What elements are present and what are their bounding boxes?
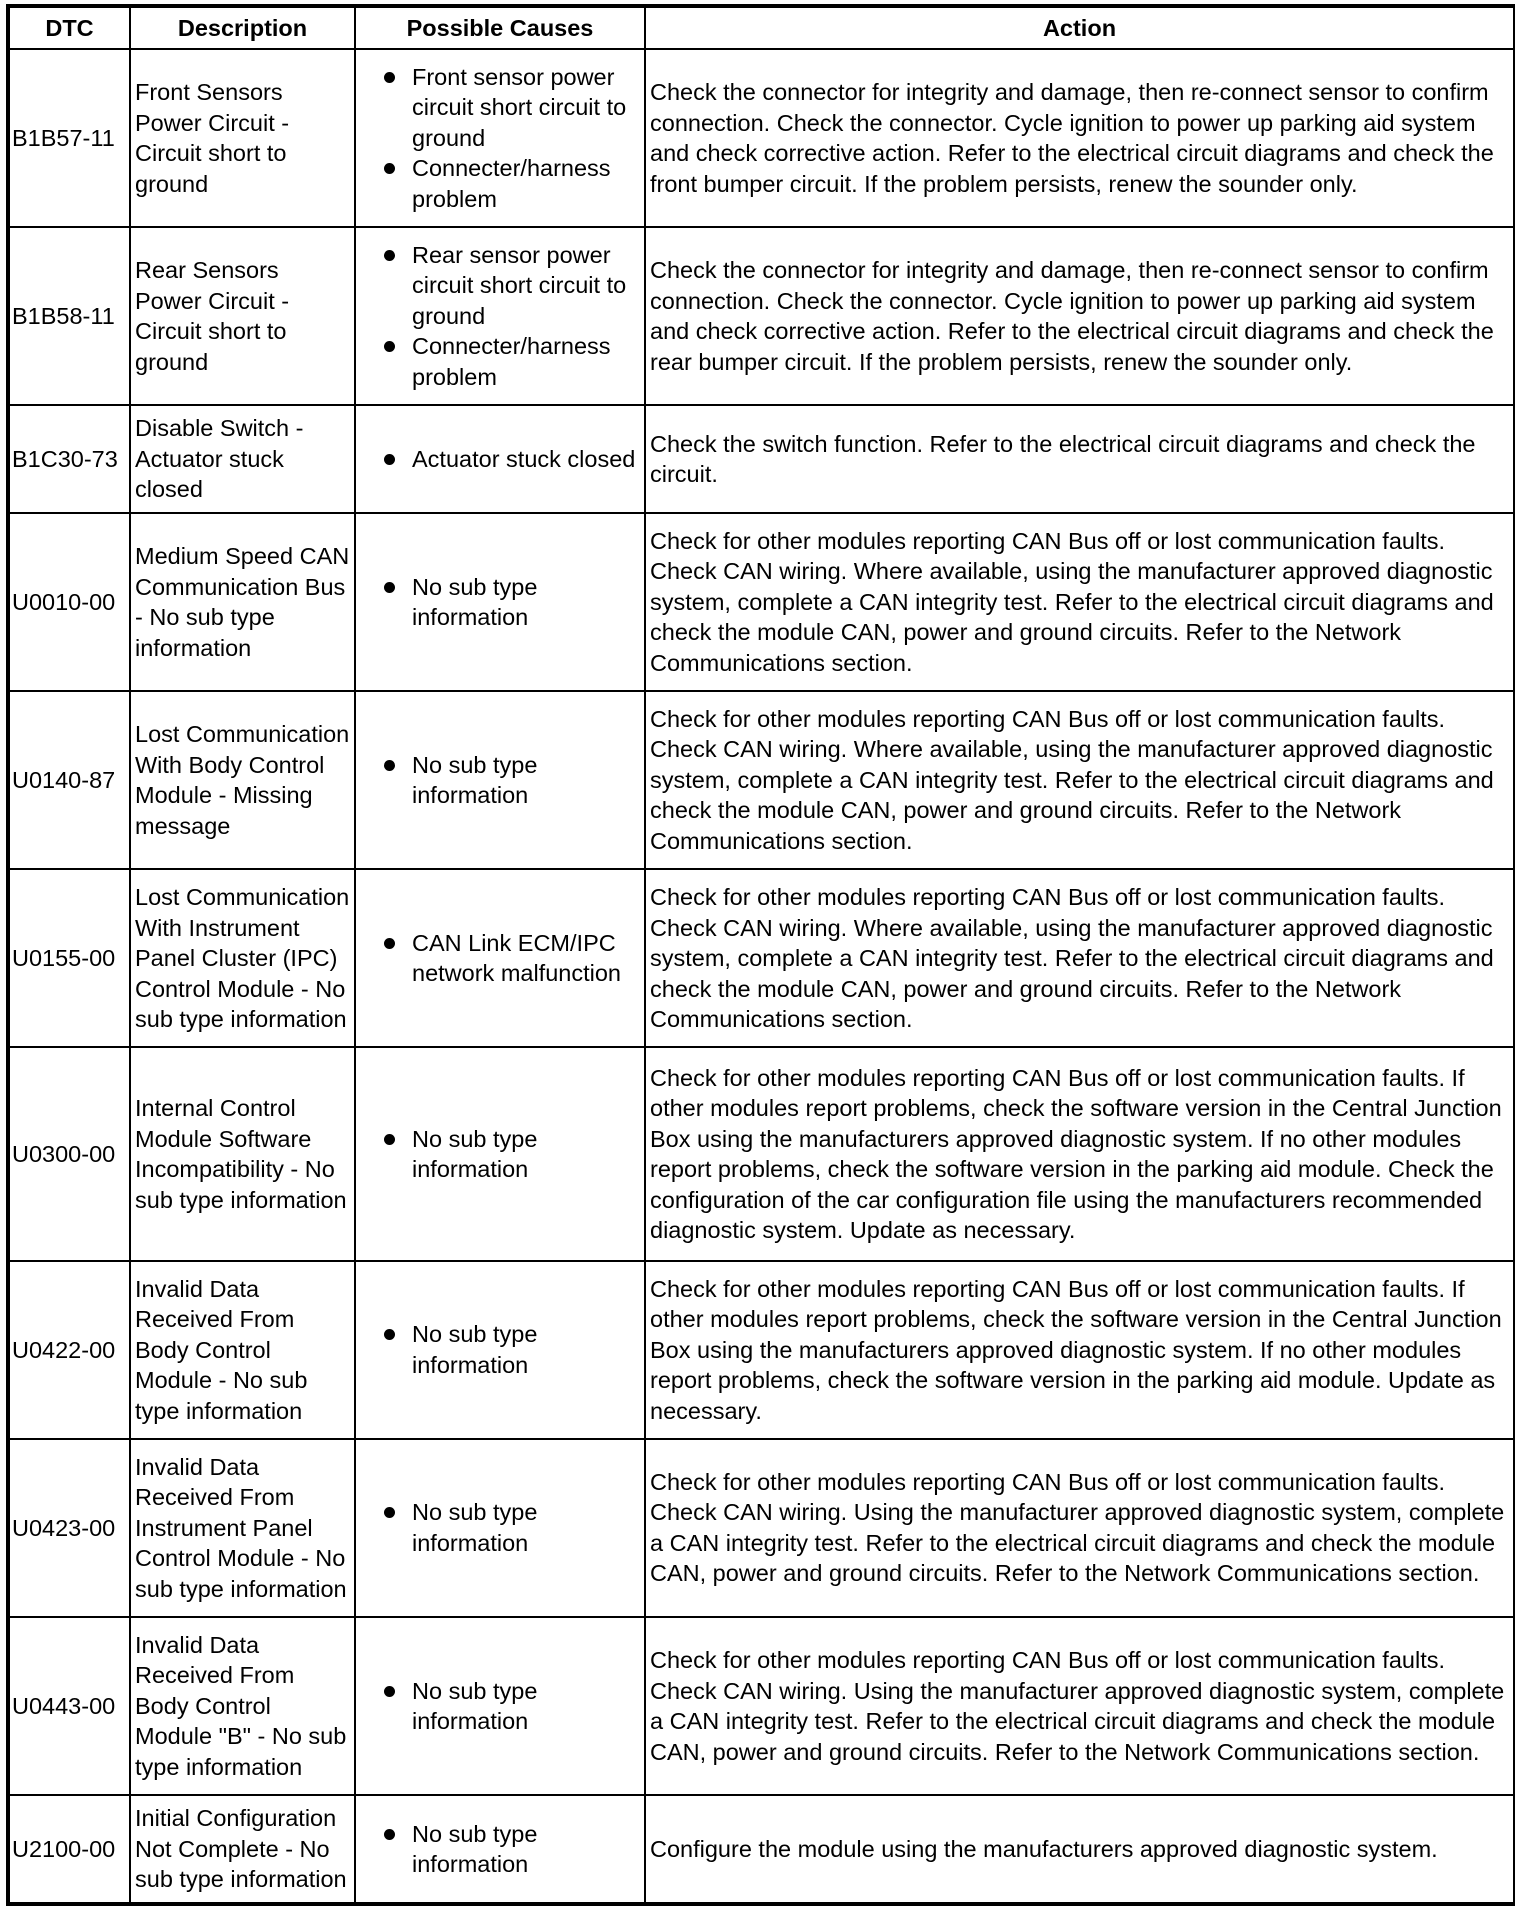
cause-text: Connecter/harness problem bbox=[412, 155, 611, 212]
cause-text: No sub type information bbox=[412, 1499, 538, 1556]
dtc-code: U0155-00 bbox=[9, 869, 130, 1047]
cause-item bbox=[360, 240, 640, 332]
causes-list bbox=[360, 240, 640, 393]
bullet-icon bbox=[384, 1134, 395, 1145]
cause-text: Front sensor power circuit short circuit to ground bbox=[412, 63, 627, 151]
causes-list bbox=[360, 928, 640, 989]
dtc-code: U0140-87 bbox=[9, 691, 130, 869]
action-text: Check for other modules reporting CAN Bus off or lost communication faults. Check CAN wiring. Using the manufacturer approved diagnostic system, complete a CAN integrity test. Refer to the electrical circuit diagrams and check the module CAN, power and ground circuits. Refer to the Network Communications section. bbox=[645, 1617, 1514, 1795]
dtc-code: B1B58-11 bbox=[9, 227, 130, 405]
dtc-code: B1C30-73 bbox=[9, 405, 130, 513]
cause-text: No sub type information bbox=[412, 1677, 538, 1735]
cause-item bbox=[360, 62, 640, 154]
table-row bbox=[9, 1047, 1514, 1260]
bullet-icon bbox=[384, 454, 395, 465]
cause-text: No sub type information bbox=[412, 1820, 538, 1878]
header-row bbox=[9, 7, 1514, 49]
possible-causes-cell bbox=[355, 513, 645, 691]
possible-causes-cell bbox=[355, 227, 645, 405]
possible-causes-cell bbox=[355, 1617, 645, 1795]
causes-list bbox=[360, 1676, 640, 1737]
dtc-code: U0422-00 bbox=[9, 1261, 130, 1439]
dtc-description: Lost Communication With Instrument Panel Cluster (IPC) Control Module - No sub type information bbox=[130, 869, 355, 1047]
possible-causes-cell bbox=[355, 49, 645, 227]
bullet-icon bbox=[384, 1329, 395, 1340]
bullet-icon bbox=[384, 163, 395, 174]
table-row bbox=[9, 1617, 1514, 1795]
bullet-icon bbox=[384, 1507, 395, 1518]
dtc-code: U0010-00 bbox=[9, 513, 130, 691]
cause-item bbox=[360, 1124, 640, 1185]
cause-item bbox=[360, 1497, 640, 1558]
action-text: Check for other modules reporting CAN Bus off or lost communication faults. Check CAN wiring. Where available, using the manufacturer approved diagnostic system, complete a CAN integrity test. Refer to the electrical circuit diagrams and check the module CAN, power and ground circuits. Refer to the Network Communications section. bbox=[645, 691, 1514, 869]
table-row bbox=[9, 691, 1514, 869]
cause-text: Rear sensor power circuit short circuit to ground bbox=[412, 241, 627, 329]
dtc-description: Rear Sensors Power Circuit - Circuit short to ground bbox=[130, 227, 355, 405]
dtc-code: U2100-00 bbox=[9, 1795, 130, 1903]
table-header bbox=[9, 7, 1514, 49]
table-row bbox=[9, 513, 1514, 691]
cause-text: No sub type information bbox=[412, 751, 538, 809]
cause-item bbox=[360, 1676, 640, 1737]
table-row bbox=[9, 49, 1514, 227]
dtc-description: Front Sensors Power Circuit - Circuit short to ground bbox=[130, 49, 355, 227]
dtc-description: Lost Communication With Body Control Module - Missing message bbox=[130, 691, 355, 869]
dtc-code: U0423-00 bbox=[9, 1439, 130, 1617]
table-row bbox=[9, 227, 1514, 405]
dtc-description: Initial Configuration Not Complete - No sub type information bbox=[130, 1795, 355, 1903]
table-row bbox=[9, 1261, 1514, 1439]
action-text: Check the connector for integrity and damage, then re-connect sensor to confirm connection. Check the connector. Cycle ignition to power up parking aid system and check corrective action. Refer to the electrical circuit diagrams and check the front bumper circuit. If the problem persists, renew the sounder only. bbox=[645, 49, 1514, 227]
cause-text: No sub type information bbox=[412, 1125, 538, 1183]
table-row bbox=[9, 1795, 1514, 1903]
table-body bbox=[9, 49, 1514, 1903]
cause-item bbox=[360, 153, 640, 214]
cause-text: CAN Link ECM/IPC network malfunction bbox=[412, 929, 621, 987]
dtc-code: U0300-00 bbox=[9, 1047, 130, 1260]
dtc-table bbox=[8, 6, 1515, 1904]
table-row bbox=[9, 1439, 1514, 1617]
table-row bbox=[9, 869, 1514, 1047]
action-text: Check for other modules reporting CAN Bus off or lost communication faults. Check CAN wiring. Where available, using the manufacturer approved diagnostic system, complete a CAN integrity test. Refer to the electrical circuit diagrams and check the module CAN, power and ground circuits. Refer to the Network Communications section. bbox=[645, 869, 1514, 1047]
possible-causes-cell bbox=[355, 1439, 645, 1617]
dtc-description: Invalid Data Received From Instrument Panel Control Module - No sub type information bbox=[130, 1439, 355, 1617]
causes-list bbox=[360, 1497, 640, 1558]
dtc-description: Invalid Data Received From Body Control Module - No sub type information bbox=[130, 1261, 355, 1439]
cause-item bbox=[360, 1319, 640, 1380]
dtc-code: B1B57-11 bbox=[9, 49, 130, 227]
bullet-icon bbox=[384, 938, 395, 949]
cause-item bbox=[360, 572, 640, 633]
cause-item bbox=[360, 331, 640, 392]
causes-list bbox=[360, 444, 640, 475]
bullet-icon bbox=[384, 1686, 395, 1697]
header-description: Description bbox=[130, 7, 355, 49]
action-text: Check for other modules reporting CAN Bus off or lost communication faults. If other modules report problems, check the software version in the Central Junction Box using the manufacturers approved diagnostic system. If no other modules report problems, check the software version in the parking aid module. Check the configuration of the car configuration file using the manufacturers recommended diagnostic system. Update as necessary. bbox=[645, 1047, 1514, 1260]
bullet-icon bbox=[384, 250, 395, 261]
header-dtc: DTC bbox=[9, 7, 130, 49]
dtc-description: Disable Switch - Actuator stuck closed bbox=[130, 405, 355, 513]
cause-item bbox=[360, 750, 640, 811]
dtc-code: U0443-00 bbox=[9, 1617, 130, 1795]
header-possible-causes: Possible Causes bbox=[355, 7, 645, 49]
causes-list bbox=[360, 750, 640, 811]
table-row bbox=[9, 405, 1514, 513]
possible-causes-cell bbox=[355, 1795, 645, 1903]
header-action: Action bbox=[645, 7, 1514, 49]
action-text: Check the connector for integrity and damage, then re-connect sensor to confirm connection. Check the connector. Cycle ignition to power up parking aid system and check corrective action. Refer to the electrical circuit diagrams and check the rear bumper circuit. If the problem persists, renew the sounder only. bbox=[645, 227, 1514, 405]
cause-item bbox=[360, 928, 640, 989]
action-text: Check for other modules reporting CAN Bus off or lost communication faults. If other modules report problems, check the software version in the Central Junction Box using the manufacturers approved diagnostic system. If no other modules report problems, check the software version in the parking aid module. Update as necessary. bbox=[645, 1261, 1514, 1439]
possible-causes-cell bbox=[355, 405, 645, 513]
action-text: Check for other modules reporting CAN Bus off or lost communication faults. Check CAN wiring. Using the manufacturer approved diagnostic system, complete a CAN integrity test. Refer to the electrical circuit diagrams and check the module CAN, power and ground circuits. Refer to the Network Communications section. bbox=[645, 1439, 1514, 1617]
causes-list bbox=[360, 1819, 640, 1880]
causes-list bbox=[360, 1319, 640, 1380]
cause-text: Actuator stuck closed bbox=[412, 445, 636, 472]
bullet-icon bbox=[384, 582, 395, 593]
bullet-icon bbox=[384, 760, 395, 771]
action-text: Check the switch function. Refer to the electrical circuit diagrams and check the circuit. bbox=[645, 405, 1514, 513]
causes-list bbox=[360, 62, 640, 215]
possible-causes-cell bbox=[355, 1261, 645, 1439]
cause-text: No sub type information bbox=[412, 573, 538, 631]
possible-causes-cell bbox=[355, 1047, 645, 1260]
cause-text: No sub type information bbox=[412, 1321, 538, 1378]
possible-causes-cell bbox=[355, 691, 645, 869]
cause-item bbox=[360, 1819, 640, 1880]
causes-list bbox=[360, 1124, 640, 1185]
possible-causes-cell bbox=[355, 869, 645, 1047]
cause-text: Connecter/harness problem bbox=[412, 333, 611, 390]
action-text: Check for other modules reporting CAN Bus off or lost communication faults. Check CAN wiring. Where available, using the manufacturer approved diagnostic system, complete a CAN integrity test. Refer to the electrical circuit diagrams and check the module CAN, power and ground circuits. Refer to the Network Communications section. bbox=[645, 513, 1514, 691]
causes-list bbox=[360, 572, 640, 633]
bullet-icon bbox=[384, 72, 395, 83]
action-text: Configure the module using the manufacturers approved diagnostic system. bbox=[645, 1795, 1514, 1903]
bullet-icon bbox=[384, 1829, 395, 1840]
dtc-description: Internal Control Module Software Incompatibility - No sub type information bbox=[130, 1047, 355, 1260]
dtc-description: Invalid Data Received From Body Control Module "B" - No sub type information bbox=[130, 1617, 355, 1795]
cause-item bbox=[360, 444, 640, 475]
bullet-icon bbox=[384, 341, 395, 352]
dtc-description: Medium Speed CAN Communication Bus - No sub type information bbox=[130, 513, 355, 691]
